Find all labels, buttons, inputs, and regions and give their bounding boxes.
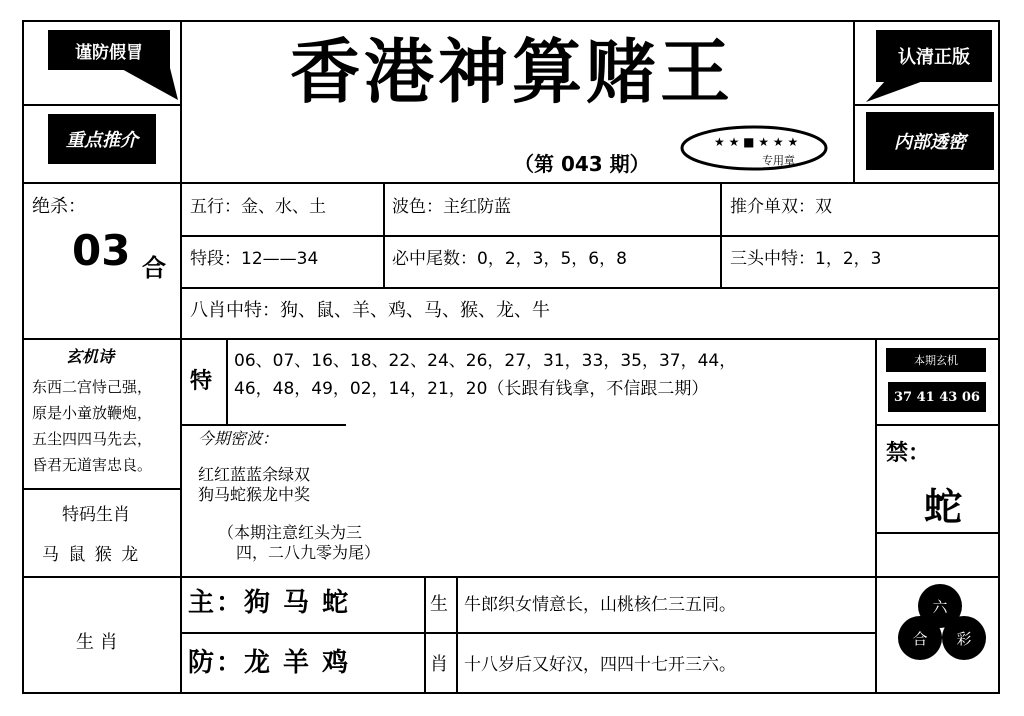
kill-number: 03 — [72, 226, 131, 275]
logo-right-label: 彩 — [956, 629, 972, 648]
zodiac-label: 生 肖 — [76, 632, 118, 653]
zodiac-main: 主：狗 马 蛇 — [188, 588, 351, 618]
tema-animals: 马 鼠 猴 龙 — [42, 545, 141, 565]
mark-six-logo — [898, 584, 990, 664]
poem-line-2: 原是小童放鞭炮， — [32, 404, 153, 422]
secret-title: 今期密波： — [198, 429, 279, 448]
recommend-tag — [48, 114, 156, 164]
baxiao-text: 八肖中特：狗、鼠、羊、鸡、马、猴、龙、牛 — [190, 300, 550, 321]
bose-text: 波色：主红防蓝 — [392, 197, 511, 217]
logo-circle-right — [942, 616, 986, 660]
zodiac-top — [22, 576, 1000, 578]
zodiac-divider-1 — [424, 576, 426, 694]
genuine-tag — [876, 30, 992, 82]
zodiac-sheng: 生 — [430, 594, 448, 615]
special-label: 特 — [190, 369, 213, 394]
xuanji-title-label: 本期玄机 — [914, 354, 958, 367]
mid-divider-left — [180, 338, 182, 694]
weishu-text: 必中尾数：0，2，3，5，6，8 — [392, 249, 627, 269]
inside-tag — [866, 112, 994, 170]
header-divider-right — [853, 20, 855, 182]
special-line-1: 06、07、16、18、22、24、26，27，31，33，35，37，44， — [234, 351, 737, 371]
poem-line-3: 五尘四四马先去， — [32, 430, 153, 448]
santou-text: 三头中特：1，2，3 — [730, 249, 882, 269]
special-line-2: 46，48，49，02，14，21，20（长跟有钱拿，不信跟二期） — [234, 379, 709, 399]
seal-stamp-icon — [678, 124, 830, 172]
forbid-animal: 蛇 — [924, 485, 963, 529]
anti-fake-label: 谨防假冒 — [75, 42, 143, 63]
speech-tail-left-icon — [120, 68, 180, 102]
poem-line-1: 东西二宫恃己强， — [32, 378, 153, 396]
zodiac-xiao: 肖 — [430, 654, 448, 675]
teduan-text: 特段：12——34 — [190, 249, 319, 269]
kill-label: 绝杀： — [32, 196, 86, 217]
zodiac-divider-2 — [456, 576, 458, 694]
poem-bottom — [22, 488, 182, 490]
genuine-label: 认清正版 — [898, 47, 970, 68]
header-left-split — [22, 104, 182, 106]
forbid-label: 禁： — [886, 441, 931, 466]
logo-circle-left — [898, 616, 942, 660]
kill-suffix: 合 — [142, 254, 166, 282]
recommend-label: 重点推介 — [66, 130, 138, 151]
forbid-bottom — [875, 532, 1000, 534]
inside-label: 内部透密 — [894, 132, 966, 153]
anti-fake-tag — [48, 30, 170, 70]
issue-number: （第 043 期） — [514, 152, 650, 176]
info-divider-v1 — [180, 182, 182, 338]
info-row-line1 — [180, 235, 1000, 237]
header-right-split — [853, 104, 1000, 106]
zodiac-defend: 防：龙 羊 鸡 — [188, 648, 351, 678]
forbid-top — [875, 424, 1000, 426]
zodiac-mid-line — [180, 632, 875, 634]
mid-divider-right — [875, 338, 877, 694]
poem-line-4: 昏君无道害忠良。 — [32, 456, 153, 474]
tema-title: 特码生肖 — [62, 505, 130, 525]
logo-left-label: 合 — [912, 629, 928, 648]
secret-line-2: 狗马蛇猴龙中奖 — [198, 485, 311, 504]
info-row-line2 — [180, 287, 1000, 289]
logo-top-label: 六 — [932, 597, 948, 616]
zodiac-verse-1: 牛郎织女情意长，山桃核仁三五同。 — [464, 595, 736, 615]
speech-tail-right-icon — [866, 80, 926, 104]
special-label-divider — [226, 338, 228, 424]
header-divider-left — [180, 20, 182, 182]
xuanji-numbers — [888, 382, 986, 412]
secret-note-1: （本期注意红头为三 — [218, 523, 363, 542]
page-title: 香港神算赌王 — [290, 31, 734, 113]
zodiac-verse-2: 十八岁后又好汉，四四十七开三六。 — [464, 655, 736, 675]
poem-title: 玄机诗 — [66, 347, 115, 366]
stamp-label: 专用章 — [762, 154, 795, 167]
svg-text:★ ★ ■ ★ ★ ★: ★ ★ ■ ★ ★ ★ — [714, 135, 799, 149]
danshuang-text: 推介单双：双 — [730, 197, 832, 217]
info-bottom-line — [22, 338, 1000, 340]
secret-note-2: 四，二八九零为尾） — [236, 543, 381, 562]
secret-line-1: 红红蓝蓝余绿双 — [198, 465, 311, 484]
wuxing-text: 五行：金、水、土 — [190, 197, 326, 217]
header-bottom — [22, 182, 1000, 184]
xuanji-numbers-label: 37 41 43 06 — [894, 389, 980, 405]
xuanji-title — [886, 348, 986, 372]
